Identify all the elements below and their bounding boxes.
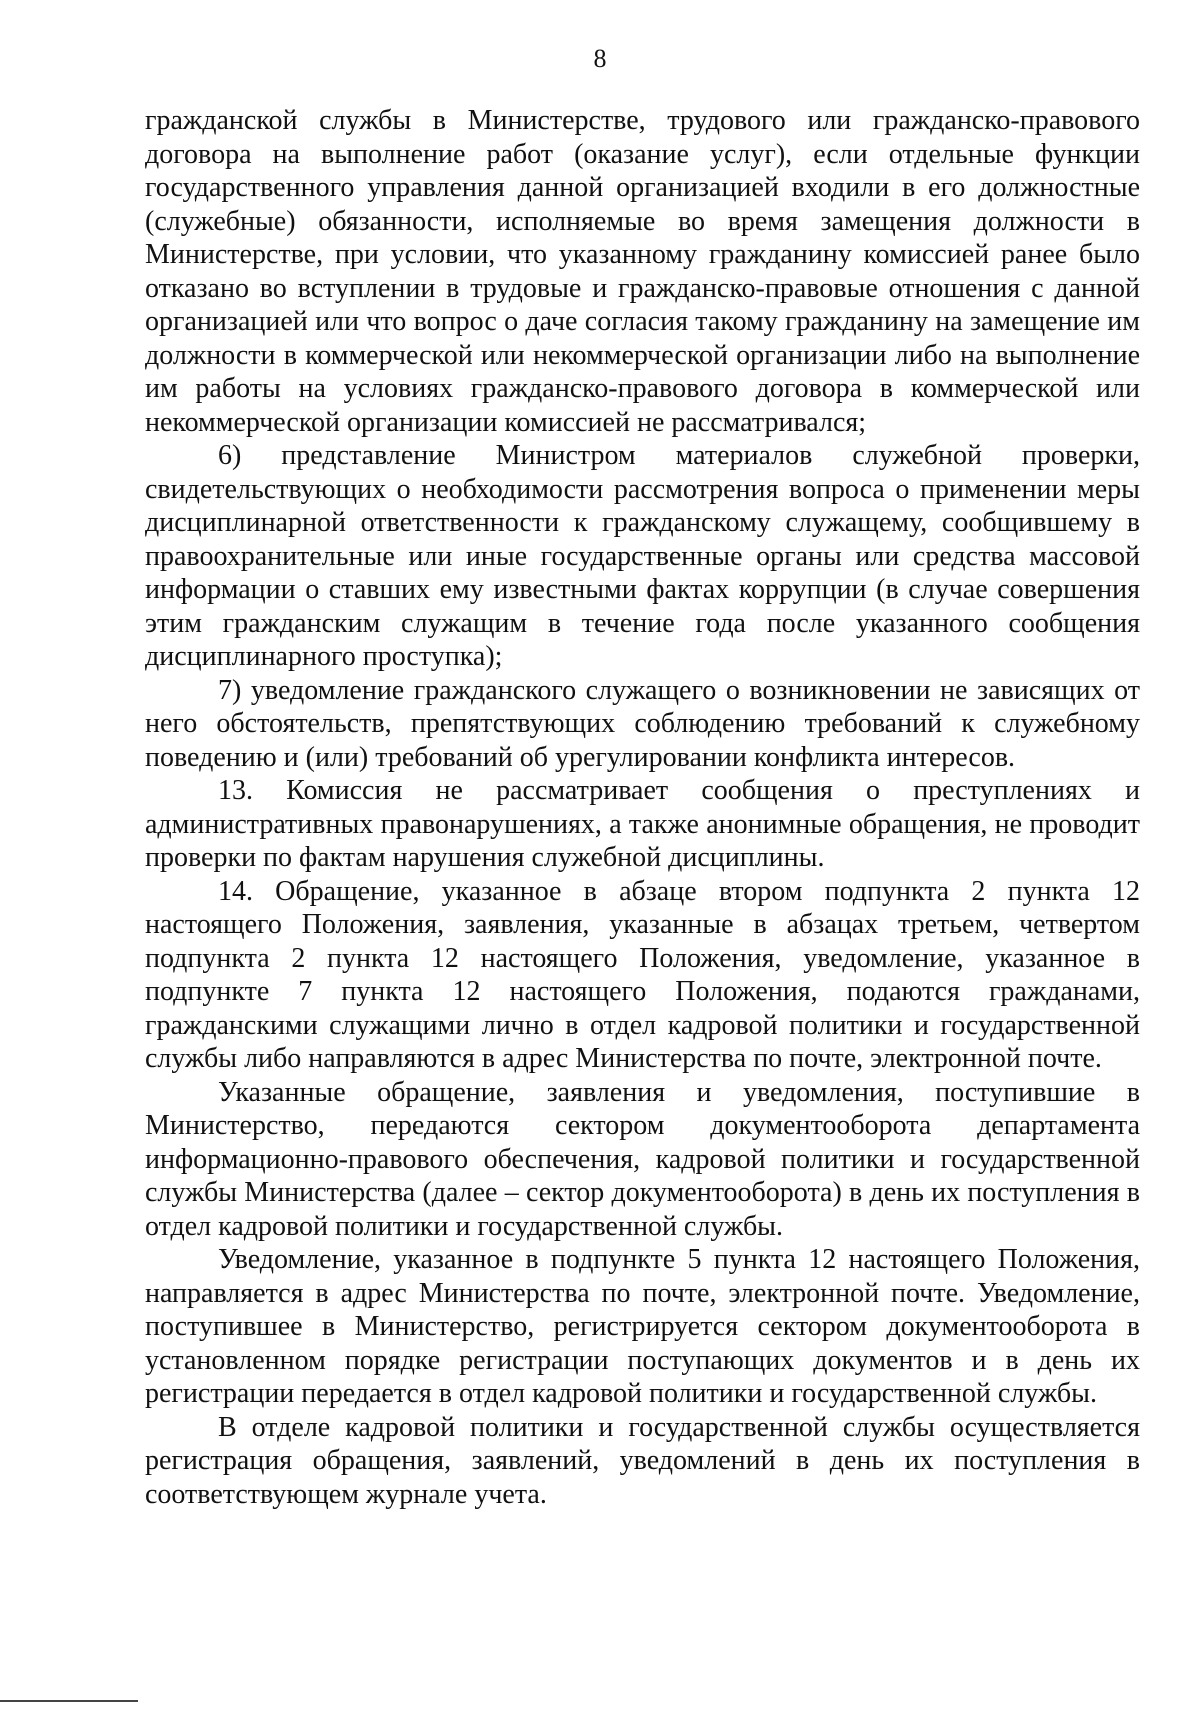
paragraph-clause-14-notification: Уведомление, указанное в подпункте 5 пункта 12 настоящего Положения, направляется в адрес Министерства по почте, электронной почте. Уведомление, поступившее в Министерство, регистрируется сектором документооборота в установленном порядке регистрации поступающих документов и в день их регистрации передается в отдел кадровой политики и государственной службы. [145, 1244, 1140, 1409]
paragraph-clause-13: 13. Комиссия не рассматривает сообщения о преступлениях и административных правонарушениях, а также анонимные обращения, не проводит проверки по фактам нарушения служебной дисциплины. [145, 775, 1140, 873]
footnote-separator-line [0, 1700, 138, 1702]
document-body [145, 104, 1140, 1511]
paragraph-continuation: гражданской службы в Министерстве, трудового или гражданско-правового договора на выполнение работ (оказание услуг), если отдельные функции государственного управления данной организацией входили в его должностные (служебные) обязанности, исполняемые во время замещения должности в Министерстве, при условии, что указанному гражданину комиссией ранее было отказано во вступлении в трудовые и гражданско-правовые отношения с данной организацией или что вопрос о даче согласия такому гражданину на замещение им должности в коммерческой или некоммерческой организации либо на выполнение им работы на условиях гражданско-правового договора в коммерческой или некоммерческой организации комиссией не рассматривался; [145, 105, 1140, 438]
paragraph-item-6: 6) представление Министром материалов служебной проверки, свидетельствующих о необходимости рассмотрения вопроса о применении меры дисциплинарной ответственности к гражданскому служащему, сообщившему в правоохранительные или иные государственные органы или средства массовой информации о ставших ему известными фактах коррупции (в случае совершения этим гражданским служащим в течение года после указанного сообщения дисциплинарного проступка); [145, 440, 1140, 672]
page-number: 8 [593, 44, 607, 73]
paragraph-clause-14: 14. Обращение, указанное в абзаце втором подпункта 2 пункта 12 настоящего Положения, заявления, указанные в абзацах третьем, четвертом подпункта 2 пункта 12 настоящего Положения, уведомление, указанное в подпункте 7 пункта 12 настоящего Положения, подаются гражданами, гражданскими служащими лично в отдел кадровой политики и государственной службы либо направляются в адрес Министерства по почте, электронной почте. [145, 875, 1140, 1074]
paragraph-clause-14-transfer: Указанные обращение, заявления и уведомления, поступившие в Министерство, передаются сектором документооборота департамента информационно-правового обеспечения, кадровой политики и государственной службы Министерства (далее – сектор документооборота) в день их поступления в отдел кадровой политики и государственной службы. [145, 1076, 1140, 1242]
paragraph-clause-14-registration: В отделе кадровой политики и государственной службы осуществляется регистрация обращения, заявлений, уведомлений в день их поступления в соответствующем журнале учета. [145, 1411, 1140, 1510]
paragraph-item-7: 7) уведомление гражданского служащего о возникновении не зависящих от него обстоятельств, препятствующих соблюдению требований к служебному поведению и (или) требований об урегулировании конфликта интересов. [145, 674, 1140, 773]
